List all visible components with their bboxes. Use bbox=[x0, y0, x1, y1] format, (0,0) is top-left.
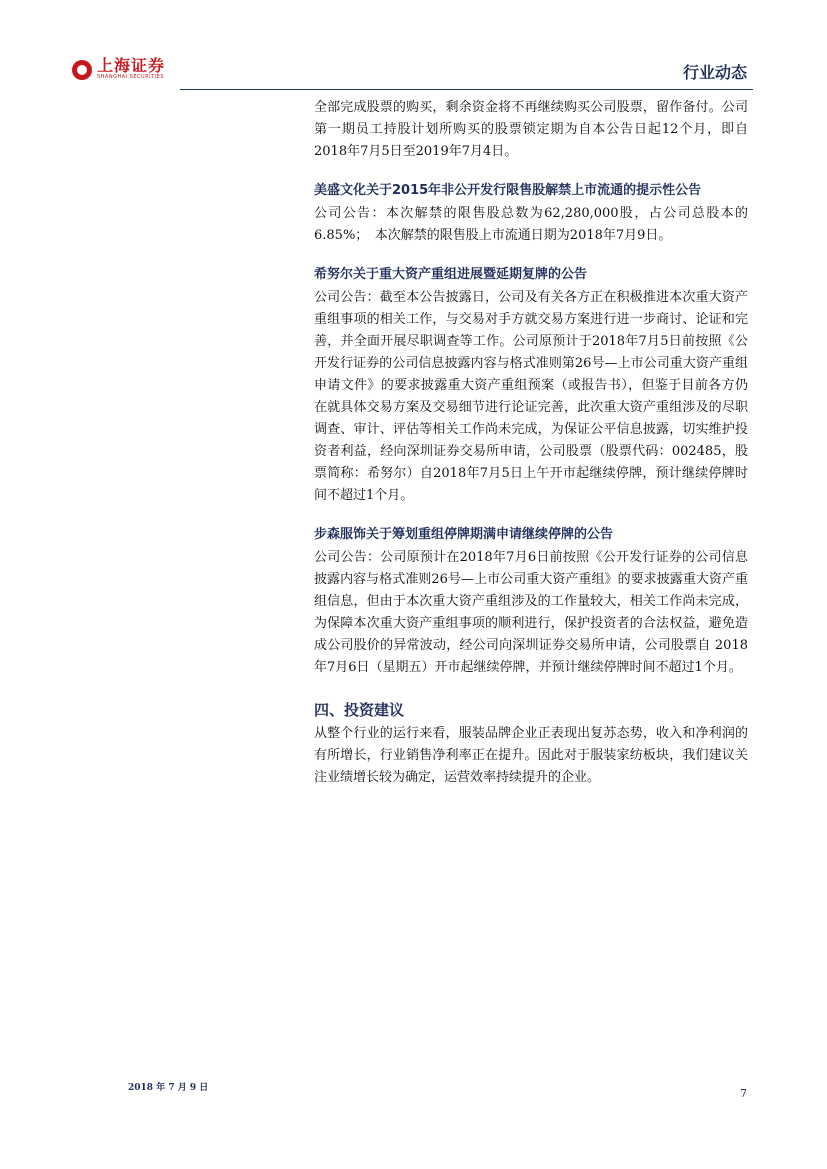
announcement-section bbox=[314, 525, 748, 679]
logo-mark-icon bbox=[72, 60, 92, 80]
announcement-body: 公司公告：本次解禁的限售股总数为62,280,000股，占公司总股本的6.85%； 本次解禁的限售股上市流通日期为2018年7月9日。 bbox=[314, 206, 748, 243]
intro-paragraph: 全部完成股票的购买，剩余资金将不再继续购买公司股票，留作备付。公司第一期员工持股计划所购买的股票锁定期为自本公告日起12个月，即自2018年7月5日至2019年7月4日。 bbox=[314, 100, 748, 159]
page-number: 7 bbox=[740, 1087, 747, 1100]
investment-recommendation-section bbox=[314, 699, 748, 789]
announcement-section bbox=[314, 265, 748, 507]
logo-english-text: SHANGHAI SECURITIES bbox=[97, 74, 165, 80]
announcement-title: 步森服饰关于筹划重组停牌期满申请继续停牌的公告 bbox=[314, 527, 614, 542]
company-logo bbox=[72, 58, 165, 81]
announcement-section bbox=[314, 181, 748, 247]
section-heading: 四、投资建议 bbox=[314, 701, 405, 719]
recommendation-body: 从整个行业的运行来看，服装品牌企业正表现出复苏态势，收入和净利润的有所增长，行业销售净利率正在提升。因此对于服装家纺板块，我们建议关注业绩增长较为确定，运营效率持续提升的企业。 bbox=[314, 726, 748, 785]
logo-chinese-text: 上海证券 bbox=[97, 56, 166, 75]
announcement-body: 公司公告：公司原预计在2018年7月6日前按照《公开发行证券的公司信息披露内容与格式准则26号—上市公司重大资产重组》的要求披露重大资产重组信息，但由于本次重大资产重组涉及的工作量较大，相关工作尚未完成，为保障本次重大资产重组事项的顺利进行，保护投资者的合法权益，避免造成公司股价的异常波动，经公司向深圳证券交易所申请，公司股票自 2018年7月6日（星期五）开市起继续停牌，并预计继续停牌时间不超过1个月。 bbox=[314, 550, 748, 675]
announcement-title: 希努尔关于重大资产重组进展暨延期复牌的公告 bbox=[314, 267, 588, 282]
announcement-title: 美盛文化关于2015年非公开发行限售股解禁上市流通的提示性公告 bbox=[314, 183, 702, 198]
report-date: 2018 年 7 月 9 日 bbox=[128, 1083, 209, 1093]
report-category-title: 行业动态 bbox=[682, 63, 747, 82]
page-header bbox=[0, 0, 827, 95]
main-content bbox=[314, 97, 748, 789]
header-divider bbox=[180, 89, 753, 90]
announcement-body: 公司公告：截至本公告披露日，公司及有关各方正在积极推进本次重大资产重组事项的相关工作，与交易对手方就交易方案进行进一步商讨、论证和完善，并全面开展尽职调查等工作。公司原预计于2018年7月5日前按照《公开发行证券的公司信息披露内容与格式准则第26号—上市公司重大资产重组申请文件》的要求披露重大资产重组预案（或报告书），但鉴于目前各方仍在就具体交易方案及交易细节进行论证完善，此次重大资产重组涉及的尽职调查、审计、评估等相关工作尚未完成，为保证公平信息披露，切实维护投资者利益，经向深圳证券交易所申请，公司股票（股票代码：002485，股票简称：希努尔）自2018年7月5日上午开市起继续停牌，预计继续停牌时间不超过1个月。 bbox=[314, 290, 748, 503]
